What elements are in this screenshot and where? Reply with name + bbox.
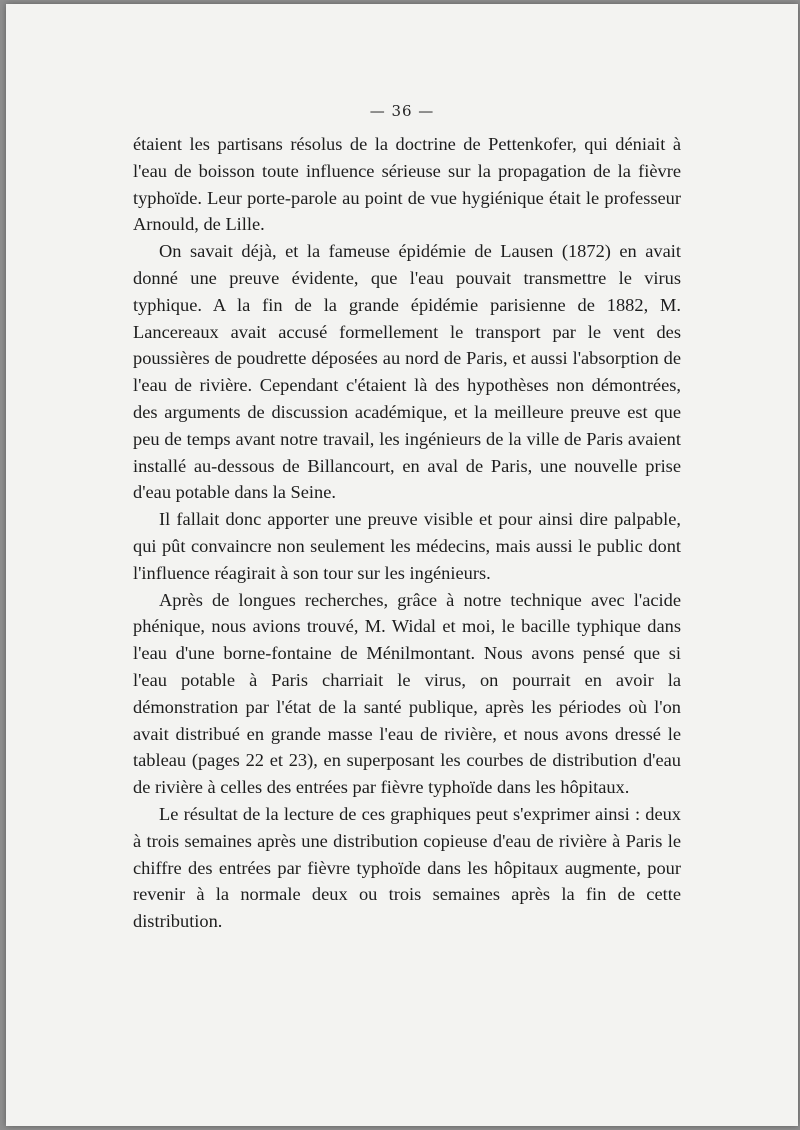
page-number: — 36 — xyxy=(369,102,435,120)
page xyxy=(6,4,798,1126)
paragraph: On savait déjà, et la fameuse épidémie de Lausen (1872) en avait donné une preuve évidente, que l'eau pouvait transmettre le virus typhique. A la fin de la grande épidémie parisienne de 1882, M. Lancereaux avait accusé formellement le transport par le vent des poussières de poudrette déposées au nord de Paris, et aussi l'absorption de l'eau de rivière. Cependant c'étaient là des hypothèses non démontrées, des arguments de discussion académique, et la meilleure preuve est que peu de temps avant notre travail, les ingénieurs de la ville de Paris avaient installé au-dessous de Billancourt, en aval de Paris, une nouvelle prise d'eau potable dans la Seine. xyxy=(133,241,681,503)
paragraph: étaient les partisans résolus de la doctrine de Pettenkofer, qui déniait à l'eau de boisson toute influence sérieuse sur la propagation de la fièvre typhoïde. Leur porte-parole au point de vue hygiénique était le professeur Arnould, de Lille. xyxy=(133,134,681,235)
paragraph: Après de longues recherches, grâce à notre technique avec l'acide phénique, nous avions trouvé, M. Widal et moi, le bacille typhique dans l'eau d'une borne-fontaine de Ménilmontant. Nous avons pensé que si l'eau potable à Paris charriait le virus, on pourrait en avoir la démonstration par l'état de la santé publique, après les périodes où l'on avait distribué en grande masse l'eau de rivière, et nous avons dressé le tableau (pages 22 et 23), en superposant les courbes de distribution d'eau de rivière à celles des entrées par fièvre typhoïde dans les hôpitaux. xyxy=(133,589,681,798)
body-text xyxy=(133,131,681,935)
paragraph: Le résultat de la lecture de ces graphiques peut s'exprimer ainsi : deux à trois semaines après une distribution copieuse d'eau de rivière à Paris le chiffre des entrées par fièvre typhoïde dans les hôpitaux augmente, pour revenir à la normale deux ou trois semaines après la fin de cette distribution. xyxy=(133,803,681,932)
paragraph: Il fallait donc apporter une preuve visible et pour ainsi dire palpable, qui pût convaincre non seulement les médecins, mais aussi le public dont l'influence réagirait à son tour sur les ingénieurs. xyxy=(133,509,681,583)
